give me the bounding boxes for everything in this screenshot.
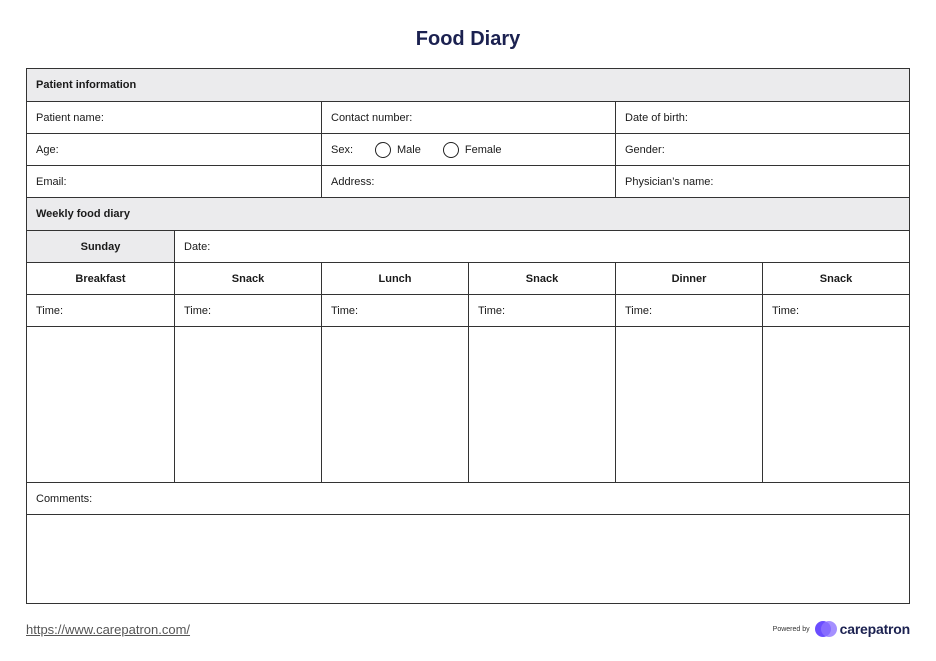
meal-entry-area[interactable] xyxy=(27,327,174,482)
comments-label: Comments: xyxy=(36,492,93,505)
patient-row-3 xyxy=(27,166,909,198)
time-field[interactable]: Time: xyxy=(321,295,468,326)
meal-entry-row xyxy=(27,327,909,483)
meals-header-row xyxy=(27,263,909,295)
time-row xyxy=(27,295,909,327)
powered-by-label: Powered by xyxy=(772,625,810,633)
meal-header: Breakfast xyxy=(75,272,126,285)
patient-name-field[interactable]: Patient name: xyxy=(36,111,104,124)
meal-header: Snack xyxy=(468,263,615,294)
date-field[interactable]: Date: xyxy=(174,231,909,262)
comments-row xyxy=(27,483,909,515)
comments-area[interactable] xyxy=(27,515,909,603)
patient-row-1 xyxy=(27,102,909,134)
weekly-diary-header: Weekly food diary xyxy=(27,198,909,231)
time-field[interactable]: Time: xyxy=(468,295,615,326)
food-diary-form xyxy=(26,68,910,604)
age-field[interactable]: Age: xyxy=(36,143,59,156)
day-date-row xyxy=(27,231,909,263)
sex-option-female[interactable] xyxy=(443,142,502,158)
radio-circle-icon[interactable] xyxy=(375,142,391,158)
meal-header: Dinner xyxy=(615,263,762,294)
meal-entry-area[interactable] xyxy=(174,327,321,482)
meal-entry-area[interactable] xyxy=(321,327,468,482)
sex-field xyxy=(321,134,615,165)
time-field[interactable]: Time: xyxy=(174,295,321,326)
footer-url-link[interactable]: https://www.carepatron.com/ xyxy=(26,622,191,637)
time-field[interactable]: Time: xyxy=(36,304,64,317)
date-of-birth-field[interactable]: Date of birth: xyxy=(615,102,909,133)
sex-option-label: Male xyxy=(397,143,421,156)
meal-header: Lunch xyxy=(321,263,468,294)
time-field[interactable]: Time: xyxy=(762,295,909,326)
radio-circle-icon[interactable] xyxy=(443,142,459,158)
patient-row-2 xyxy=(27,134,909,166)
meal-header: Snack xyxy=(174,263,321,294)
sex-option-label: Female xyxy=(464,143,502,156)
address-field[interactable]: Address: xyxy=(321,166,615,197)
contact-number-field[interactable]: Contact number: xyxy=(321,102,615,133)
meal-entry-area[interactable] xyxy=(468,327,615,482)
gender-field[interactable]: Gender: xyxy=(615,134,909,165)
sex-option-male[interactable] xyxy=(375,142,421,158)
patient-info-header: Patient information xyxy=(27,69,909,102)
time-field[interactable]: Time: xyxy=(615,295,762,326)
meal-header: Snack xyxy=(762,263,909,294)
day-label: Sunday xyxy=(27,231,174,262)
meal-entry-area[interactable] xyxy=(762,327,909,482)
brand-name: carepatron xyxy=(839,621,910,637)
physician-name-field[interactable]: Physician’s name: xyxy=(615,166,909,197)
meal-entry-area[interactable] xyxy=(615,327,762,482)
sex-label: Sex: xyxy=(331,143,354,156)
page-title: Food Diary xyxy=(415,28,521,50)
carepatron-brand xyxy=(773,620,910,638)
email-field[interactable]: Email: xyxy=(36,175,67,188)
carepatron-logo-icon xyxy=(815,620,837,638)
